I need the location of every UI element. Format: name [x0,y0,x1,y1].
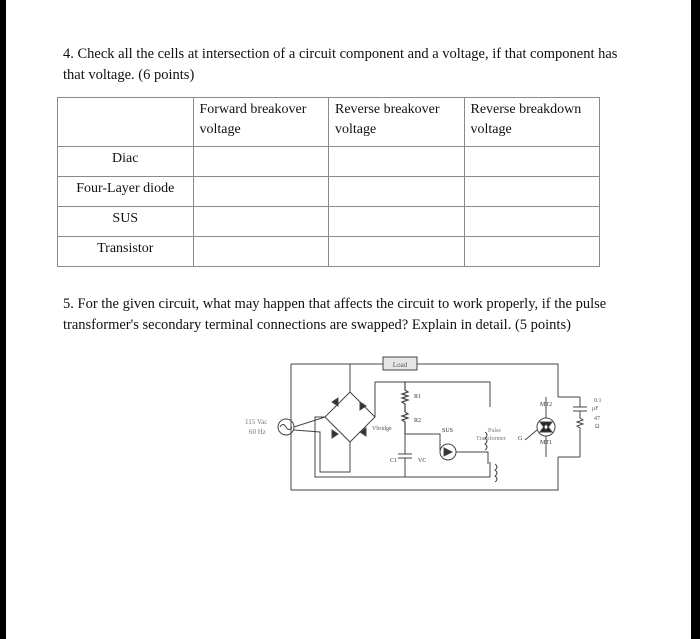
resistor-r1-icon [402,382,408,412]
resistor-r2-icon [402,412,408,434]
gate-label: G [518,436,523,442]
mt2-label: MT2 [540,402,552,408]
dc-rails [315,382,490,477]
table-row [58,147,600,177]
check-cell[interactable] [329,177,465,207]
check-cell[interactable] [329,207,465,237]
check-cell[interactable] [193,207,329,237]
r2-label: R2 [414,418,422,424]
table-corner-cell [58,98,194,147]
right-edge-bar [691,0,700,639]
source-voltage-label: 115 Vac [245,418,268,426]
triac-icon [537,418,555,436]
voltage-table [57,97,600,267]
row-label-diac: Diac [58,147,194,177]
column-header-reverse-breakover: Reverse breakover voltage [329,98,465,147]
check-cell[interactable] [193,237,329,267]
check-cell[interactable] [464,147,600,177]
vc-label: VC [418,458,427,464]
load-label: Load [392,361,408,369]
snubber-res-value: 47 [594,416,600,422]
snubber-res-unit: Ω [595,424,600,430]
snubber-cap-value: 0.1 [594,398,602,404]
c1-label: C1 [390,458,398,464]
mt1-label: MT1 [540,440,552,446]
column-header-forward-breakover: Forward breakover voltage [193,98,329,147]
capacitor-c1-icon [398,434,412,477]
triac-circuit-diagram [240,352,620,497]
top-wire [291,364,558,397]
check-cell[interactable] [329,237,465,267]
sine-wave-icon [280,425,292,430]
r1-label: R1 [414,394,422,400]
triac-symbol [540,422,552,432]
pulse-label: Pulse [488,428,502,434]
bridge-input-wires [294,364,350,472]
snubber-cap-unit: μF [592,406,599,412]
table-header-row [58,98,600,147]
source-frequency-label: 60 Hz [249,428,266,436]
check-cell[interactable] [464,177,600,207]
snubber-icon [573,397,587,457]
column-header-reverse-breakdown: Reverse breakdown voltage [464,98,600,147]
row-label-four-layer-diode: Four-Layer diode [58,177,194,207]
sus-symbol [444,448,452,456]
transformer-label: Transformer [476,436,506,442]
table-row [58,177,600,207]
check-cell[interactable] [329,147,465,177]
snubber-wires [558,397,580,457]
sus-label: SUS [442,428,454,434]
question-4-text: 4. Check all the cells at intersection of a circuit component and a voltage, if that component has that voltage. (6 points) [63,46,618,83]
pulse-primary-wire [456,452,488,464]
check-cell[interactable] [464,237,600,267]
row-label-sus: SUS [58,207,194,237]
sus-wire [405,434,440,450]
table-row [58,207,600,237]
check-cell[interactable] [193,177,329,207]
check-cell[interactable] [193,147,329,177]
left-edge-bar [0,0,6,639]
table-row [58,237,600,267]
bridge-diodes [332,398,366,438]
row-label-transistor: Transistor [58,237,194,267]
vbridge-label: Vbridge [372,426,392,432]
check-cell[interactable] [464,207,600,237]
bottom-wire [291,364,558,490]
question-5-text: 5. For the given circuit, what may happen that affects the circuit to work properly, if the pulse transformer's secondary terminal connections are swapped? Explain in detail. (5 points) [63,296,607,333]
